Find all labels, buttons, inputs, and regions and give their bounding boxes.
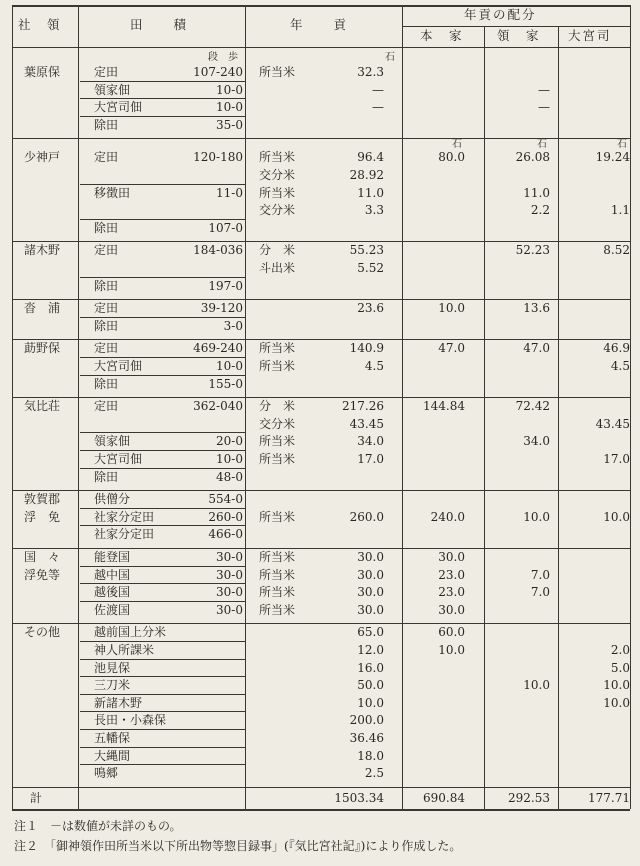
ryoke-share: 13.6 xyxy=(523,301,550,316)
field-type: 定田 xyxy=(94,150,119,165)
field-type: 除田 xyxy=(94,117,119,132)
estate-name: 少神戸 xyxy=(24,150,61,165)
field-area: 30-0 xyxy=(216,550,243,564)
daiguji-share: 4.5 xyxy=(610,359,630,373)
estate-name: 気比荘 xyxy=(24,399,61,414)
field-type: 供僧分 xyxy=(94,492,131,507)
row-rule xyxy=(80,450,245,451)
unit-koku-ryoke: 石 xyxy=(537,139,547,151)
tax-amount: 3.3 xyxy=(364,203,384,218)
total-label: 計 xyxy=(30,790,43,805)
ryoke-share: 26.08 xyxy=(515,150,550,165)
field-type: 定田 xyxy=(94,301,119,316)
field-area: 362-040 xyxy=(193,399,243,414)
tax-label: 所当米 xyxy=(259,509,296,524)
daiguji-share: 5.0 xyxy=(610,660,630,675)
tax-amount: 55.23 xyxy=(349,243,384,258)
daiguji-share: 46.9 xyxy=(603,341,630,356)
section-rule xyxy=(12,299,630,300)
tax-label: 所当米 xyxy=(259,434,296,449)
note-2: 注２ 「御神領作田所当米以下所出物等惣目録事」(『気比宮社記』)により作成した。 xyxy=(14,839,462,853)
field-type: 除田 xyxy=(94,376,119,391)
tax-label: 交分米 xyxy=(259,416,296,431)
tax-label: 所当米 xyxy=(259,602,296,617)
field-type: 長田・小森保 xyxy=(94,713,167,728)
estate-name: 浮 免 xyxy=(24,509,61,524)
section-rule xyxy=(12,339,630,340)
field-area: 469-240 xyxy=(193,341,243,356)
tax-amount: 30.0 xyxy=(357,602,384,617)
row-rule xyxy=(80,694,245,695)
tax-amount: 34.0 xyxy=(357,434,384,449)
tax-amount: 32.3 xyxy=(357,65,384,79)
field-type: 佐渡国 xyxy=(94,602,131,617)
field-type: 越前国上分米 xyxy=(94,625,167,640)
field-area: 10-0 xyxy=(216,82,243,97)
tax-amount: 50.0 xyxy=(357,678,384,693)
row-rule xyxy=(80,659,245,660)
row-rule xyxy=(80,375,245,376)
tax-amount: 4.5 xyxy=(364,359,384,373)
field-area: 10-0 xyxy=(216,100,243,115)
row-rule xyxy=(80,317,245,318)
header-daiguji: 大宮司 xyxy=(568,28,612,43)
daiguji-share: 1.1 xyxy=(610,203,630,218)
honke-share: 60.0 xyxy=(438,625,465,640)
tax-amount: 18.0 xyxy=(357,748,384,763)
field-area: 30-0 xyxy=(216,602,243,617)
ryoke-share: 11.0 xyxy=(523,185,550,200)
section-rule xyxy=(12,397,630,398)
ryoke-share: — xyxy=(538,100,550,115)
ryoke-share: — xyxy=(538,82,550,97)
total-ryoke: 292.53 xyxy=(508,790,550,805)
field-area: 35-0 xyxy=(216,117,243,132)
row-rule xyxy=(80,747,245,748)
honke-share: 144.84 xyxy=(423,399,465,414)
row-rule xyxy=(80,219,245,220)
honke-share: 23.0 xyxy=(438,585,465,600)
daiguji-share: 43.45 xyxy=(595,416,630,431)
unit-tan-bu: 段 歩 xyxy=(208,52,238,63)
total-rule xyxy=(12,787,630,788)
unit-koku-daiguji: 石 xyxy=(617,139,627,151)
tax-amount: 23.6 xyxy=(357,301,384,316)
field-type: 神人所課米 xyxy=(94,643,155,657)
estate-name: 沓 浦 xyxy=(24,301,61,316)
bottom-rule xyxy=(12,809,630,811)
header-honke: 本 家 xyxy=(420,28,464,43)
field-area: 184-036 xyxy=(193,243,243,258)
tax-amount: 36.46 xyxy=(349,731,384,745)
tax-amount: 30.0 xyxy=(357,585,384,600)
estate-name: 葉原保 xyxy=(24,65,61,79)
tax-amount: 140.9 xyxy=(349,341,384,356)
field-type: 領家佃 xyxy=(94,434,131,449)
unit-koku-honke: 石 xyxy=(452,139,462,151)
field-area: 30-0 xyxy=(216,567,243,582)
tax-amount: — xyxy=(372,100,384,115)
total-tax: 1503.34 xyxy=(334,790,384,805)
tax-label: 所当米 xyxy=(259,150,296,165)
estate-name: 諸木野 xyxy=(24,243,61,258)
distribution-sub-rule xyxy=(402,26,630,27)
field-type: 除田 xyxy=(94,278,119,293)
field-type: 越中国 xyxy=(94,567,131,582)
row-rule xyxy=(80,729,245,730)
field-area: 554-0 xyxy=(208,492,243,507)
column-rule xyxy=(78,5,79,809)
tax-label: 分 米 xyxy=(259,243,296,258)
tax-label: 所当米 xyxy=(259,567,296,582)
tax-label: 所当米 xyxy=(259,550,296,564)
ryoke-share: 47.0 xyxy=(523,341,550,356)
field-type: 除田 xyxy=(94,220,119,235)
tax-amount: 96.4 xyxy=(357,150,384,165)
field-type: 池見保 xyxy=(94,660,131,675)
field-type: 社家分定田 xyxy=(94,509,155,524)
honke-share: 30.0 xyxy=(438,602,465,617)
row-rule xyxy=(80,116,245,117)
field-type: 大宮司佃 xyxy=(94,359,143,373)
row-rule xyxy=(80,764,245,765)
field-area: 466-0 xyxy=(208,527,243,542)
field-area: 10-0 xyxy=(216,452,243,466)
tax-amount: 260.0 xyxy=(349,509,384,524)
ryoke-share: 10.0 xyxy=(523,509,550,524)
field-type: 五幡保 xyxy=(94,731,131,745)
field-area: 39-120 xyxy=(200,301,243,316)
field-area: 155-0 xyxy=(208,376,243,391)
estate-name: その他 xyxy=(24,625,61,640)
honke-share: 30.0 xyxy=(438,550,465,564)
ryoke-share: 7.0 xyxy=(530,567,550,582)
row-rule xyxy=(80,81,245,82)
tax-label: 所当米 xyxy=(259,359,296,373)
daiguji-share: 10.0 xyxy=(603,678,630,693)
row-rule xyxy=(80,468,245,469)
tax-amount: 43.45 xyxy=(349,416,384,431)
field-type: 定田 xyxy=(94,341,119,356)
header-annual-tax: 年 貢 xyxy=(290,17,349,32)
field-type: 鳴郷 xyxy=(94,766,119,781)
honke-share: 10.0 xyxy=(438,301,465,316)
estate-name: 莇野保 xyxy=(24,341,61,356)
field-area: 107-0 xyxy=(208,220,243,235)
column-rule xyxy=(245,5,246,809)
ryoke-share: 10.0 xyxy=(523,678,550,693)
honke-share: 10.0 xyxy=(438,643,465,657)
header-distribution: 年貢の配分 xyxy=(464,7,537,22)
row-rule xyxy=(80,601,245,602)
field-area: 48-0 xyxy=(216,469,243,484)
honke-share: 23.0 xyxy=(438,567,465,582)
field-area: 197-0 xyxy=(208,278,243,293)
tax-amount: 217.26 xyxy=(342,399,384,414)
note-1: 注１ －は数値が未詳のもの。 xyxy=(14,819,182,833)
estate-name: 浮免等 xyxy=(24,567,61,582)
daiguji-share: 8.52 xyxy=(603,243,630,258)
tax-label: 所当米 xyxy=(259,341,296,356)
row-rule xyxy=(80,184,245,185)
ryoke-share: 34.0 xyxy=(523,434,550,449)
tax-label: 斗出米 xyxy=(259,261,296,275)
row-rule xyxy=(80,566,245,567)
daiguji-share: 19.24 xyxy=(595,150,630,165)
unit-koku: 石 xyxy=(385,52,395,63)
tax-amount: 17.0 xyxy=(357,452,384,466)
tax-amount: 200.0 xyxy=(349,713,384,728)
row-rule xyxy=(80,508,245,509)
field-area: 10-0 xyxy=(216,359,243,373)
estate-name: 国 々 xyxy=(24,550,61,564)
tax-label: 所当米 xyxy=(259,65,296,79)
tax-amount: 65.0 xyxy=(357,625,384,640)
total-daiguji: 177.71 xyxy=(588,790,630,805)
field-type: 領家佃 xyxy=(94,82,131,97)
header-bottom-rule xyxy=(12,47,630,48)
field-type: 新諸木野 xyxy=(94,695,143,710)
header-field-area: 田 積 xyxy=(130,17,189,32)
ryoke-share: 72.42 xyxy=(515,399,550,414)
field-type: 定田 xyxy=(94,65,119,79)
field-area: 120-180 xyxy=(193,150,243,165)
field-type: 定田 xyxy=(94,243,119,258)
tax-label: 交分米 xyxy=(259,168,296,182)
tax-amount: 10.0 xyxy=(357,695,384,710)
daiguji-share: 10.0 xyxy=(603,509,630,524)
field-area: 107-240 xyxy=(193,65,243,79)
header-estate: 社 領 xyxy=(18,17,62,32)
field-area: 3-0 xyxy=(223,318,243,333)
daiguji-share: 17.0 xyxy=(603,452,630,466)
estate-name: 敦賀郡 xyxy=(24,492,61,507)
tax-label: 所当米 xyxy=(259,185,296,200)
field-type: 除田 xyxy=(94,318,119,333)
field-type: 除田 xyxy=(94,469,119,484)
tax-amount: 11.0 xyxy=(357,185,384,200)
tax-amount: 12.0 xyxy=(357,643,384,657)
field-type: 移徴田 xyxy=(94,185,131,200)
row-rule xyxy=(80,277,245,278)
tax-amount: 5.52 xyxy=(357,261,384,275)
tax-amount: 28.92 xyxy=(349,168,384,182)
field-type: 三刀米 xyxy=(94,678,131,693)
ryoke-share: 7.0 xyxy=(530,585,550,600)
column-rule-right xyxy=(630,5,631,809)
tax-label: 所当米 xyxy=(259,585,296,600)
tax-label: 所当米 xyxy=(259,452,296,466)
daiguji-share: 2.0 xyxy=(610,643,630,657)
field-type: 大宮司佃 xyxy=(94,100,143,115)
tax-amount: 30.0 xyxy=(357,567,384,582)
column-rule xyxy=(12,5,13,809)
ryoke-share: 2.2 xyxy=(530,203,550,218)
top-rule xyxy=(12,5,630,7)
field-area: 11-0 xyxy=(216,185,243,200)
tax-label: 交分米 xyxy=(259,203,296,218)
row-rule xyxy=(80,641,245,642)
honke-share: 80.0 xyxy=(438,150,465,165)
field-area: 260-0 xyxy=(208,509,243,524)
field-type: 定田 xyxy=(94,399,119,414)
field-area: 20-0 xyxy=(216,434,243,449)
ryoke-share: 52.23 xyxy=(515,243,550,258)
row-rule xyxy=(80,357,245,358)
honke-share: 240.0 xyxy=(430,509,465,524)
tax-amount: 2.5 xyxy=(364,766,384,781)
tax-amount: — xyxy=(372,82,384,97)
section-rule xyxy=(12,548,630,549)
section-rule xyxy=(12,241,630,242)
field-area: 30-0 xyxy=(216,585,243,600)
total-honke: 690.84 xyxy=(423,790,465,805)
tax-amount: 30.0 xyxy=(357,550,384,564)
tax-amount: 16.0 xyxy=(357,660,384,675)
field-type: 大縄間 xyxy=(94,748,131,763)
field-type: 越後国 xyxy=(94,585,131,600)
header-ryoke: 領 家 xyxy=(497,28,541,43)
field-type: 社家分定田 xyxy=(94,527,155,542)
honke-share: 47.0 xyxy=(438,341,465,356)
field-type: 能登国 xyxy=(94,550,131,564)
tax-label: 分 米 xyxy=(259,399,296,414)
field-type: 大宮司佃 xyxy=(94,452,143,466)
daiguji-share: 10.0 xyxy=(603,695,630,710)
